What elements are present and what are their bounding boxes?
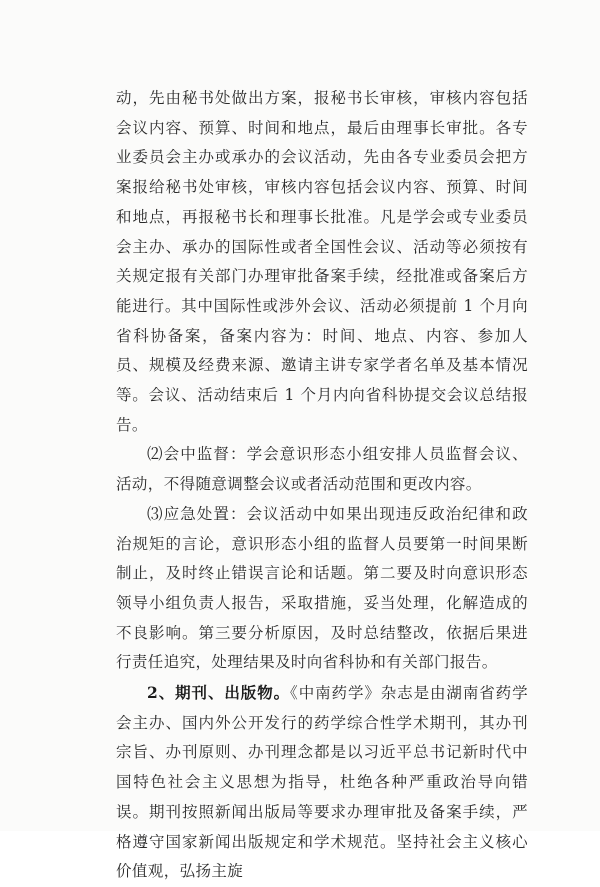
- section-heading: 2、期刊、出版物。: [147, 683, 291, 703]
- paragraph-journals-publications: [116, 678, 528, 887]
- paragraph-in-meeting-supervision: [116, 440, 528, 499]
- paragraph-text: 《中南药学》杂志是由湖南省药学会主办、国内外公开发行的药学综合性学术期刊，其办刊宗旨、办刊原则、办刊理念都是以习近平总书记新时代中国特色社会主义思想为指导，杜绝各种严重政治导向错误。期刊按照新闻出版局等要求办理审批及备案手续，严格遵守国家新闻出版规定和学术规范。坚持社会主义核心价值观，弘扬主旋: [116, 684, 528, 881]
- paragraph-text: ⑵会中监督：学会意识形态小组安排人员监督会议、活动，不得随意调整会议或者活动范围和更改内容。: [116, 445, 528, 494]
- body-text: [116, 84, 528, 887]
- paragraph-text: ⑶应急处置：会议活动中如果出现违反政治纪律和政治规矩的言论，意识形态小组的监督人员要第一时间果断制止，及时终止错误言论和话题。第二要及时向意识形态领导小组负责人报告，采取措施，妥当处理，化解造成的不良影响。第三要分析原因，及时总结整改，依据后果进行责任追究，处理结果及时向省科协和有关部门报告。: [116, 504, 528, 672]
- paragraph-meeting-approval: [116, 84, 528, 440]
- paragraph-text: 动，先由秘书处做出方案，报秘书长审核，审核内容包括会议内容、预算、时间和地点，最后由理事长审批。各专业委员会主办或承办的会议活动，先由各专业委员会把方案报给秘书处审核，审核内容包括会议内容、预算、时间和地点，再报秘书长和理事长批准。凡是学会或专业委员会主办、承办的国际性或者全国性会议、活动等必须按有关规定报有关部门办理审批备案手续，经批准或备案后方能进行。其中国际性或涉外会议、活动必须提前 1 个月向省科协备案，备案内容为：时间、地点、内容、参加人员、规模及经费来源、邀请主讲专家学者名单及基本情况等。会议、活动结束后 1 个月内向省科协提交会议总结报告。: [116, 89, 528, 434]
- paragraph-emergency-handling: [116, 500, 528, 678]
